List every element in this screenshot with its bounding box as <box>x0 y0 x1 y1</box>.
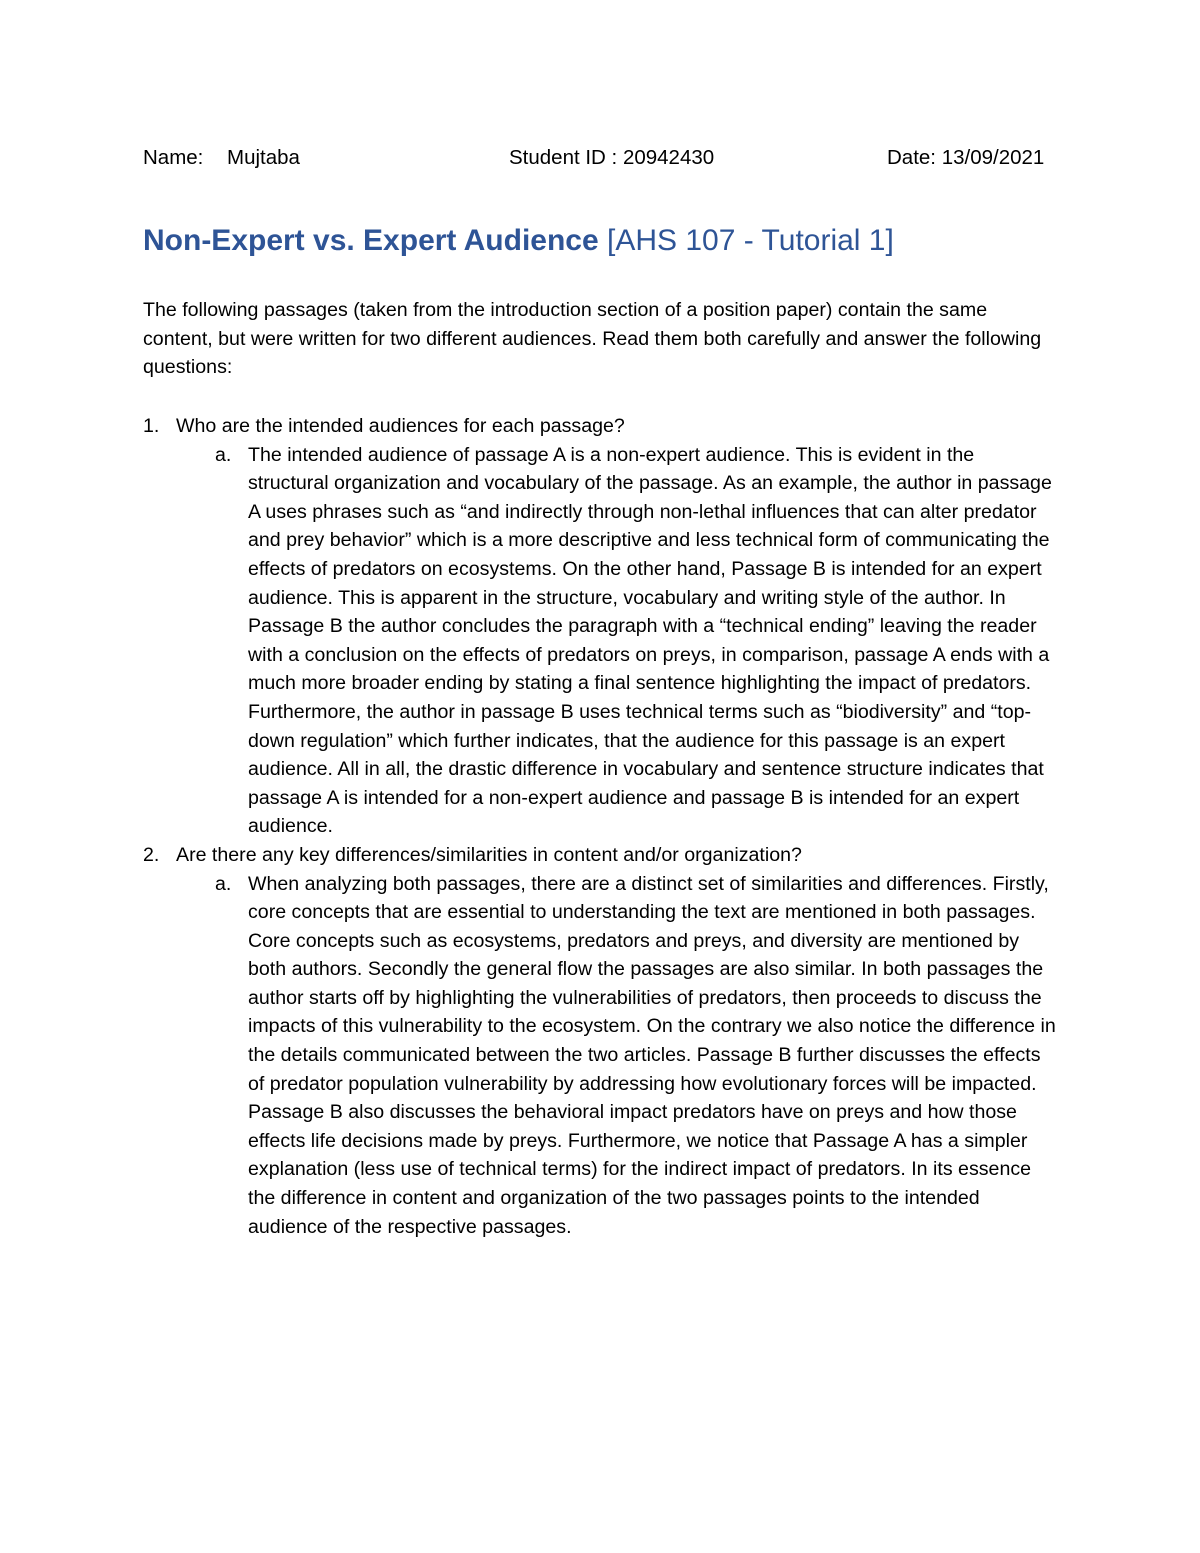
title-main: Non-Expert vs. Expert Audience <box>143 224 599 257</box>
answer-letter: a. <box>215 443 232 466</box>
answer-text: When analyzing both passages, there are a distinct set of similarities and differences. Firstly, core concepts that are essential to understanding the text are mentioned in both passages. Core concepts such as ecosystems, predators and preys, and diversity are mentioned by both authors. Secondly the general flow the passages are also similar. In both passages the author starts off by highlighting the vulnerabilities of predators, then proceeds to discuss the impacts of this vulnerability to the ecosystem. On the contrary we also notice the difference in the details communicated between the two articles. Passage B further discusses the effects of predator population vulnerability by addressing how evolutionary forces will be impacted. Passage B also discusses the behavioral impact predators have on preys and how those effects life decisions made by preys. Furthermore, we notice that Passage A has a simpler explanation (less use of technical terms) for the indirect impact of predators. In its essence the difference in content and organization of the two passages points to the intended audience of the respective passages. <box>248 872 1056 1238</box>
student-id: Student ID : 20942430 <box>509 146 715 169</box>
name-label: Name: <box>143 146 204 169</box>
name-value: Mujtaba <box>227 146 300 169</box>
document-title <box>143 220 1063 262</box>
answer-letter: a. <box>215 872 232 895</box>
question-2 <box>143 841 1059 870</box>
header-row <box>143 143 1063 173</box>
answer-2 <box>215 870 1059 1242</box>
date: Date: 13/09/2021 <box>887 146 1045 169</box>
question-list <box>143 412 1059 1241</box>
question-number: 2. <box>143 843 160 866</box>
question-text: Who are the intended audiences for each passage? <box>176 415 625 437</box>
intro-paragraph: The following passages (taken from the introduction section of a position paper) contain the same content, but were written for two different audiences. Read them both carefully and answer the following questions: <box>143 299 1042 379</box>
question-text: Are there any key differences/similarities in content and/or organization? <box>176 843 802 866</box>
answer-text: The intended audience of passage A is a non-expert audience. This is evident in the structural organization and vocabulary of the passage. As an example, the author in passage A uses phrases such as “and indirectly through non-lethal influences that can alter predator and prey behavior” which is a more descriptive and less technical form of communicating the effects of predators on ecosystems. On the other hand, Passage B is intended for an expert audience. This is apparent in the structure, vocabulary and writing style of the author. In Passage B the author concludes the paragraph with a “technical ending” leaving the reader with a conclusion on the effects of predators on preys, in comparison, passage A ends with a much more broader ending by stating a final sentence highlighting the impact of predators. Furthermore, the author in passage B uses technical terms such as “biodiversity” and “top-down regulation” which further indicates, that the audience for this passage is an expert audience. All in all, the drastic difference in vocabulary and sentence structure indicates that passage A is intended for a non-expert audience and passage B is intended for an expert audience. <box>248 443 1052 838</box>
title-course: [AHS 107 - Tutorial 1] <box>607 224 894 257</box>
question-number: 1. <box>143 415 160 437</box>
question-1 <box>143 412 1059 441</box>
answer-1 <box>215 441 1059 841</box>
